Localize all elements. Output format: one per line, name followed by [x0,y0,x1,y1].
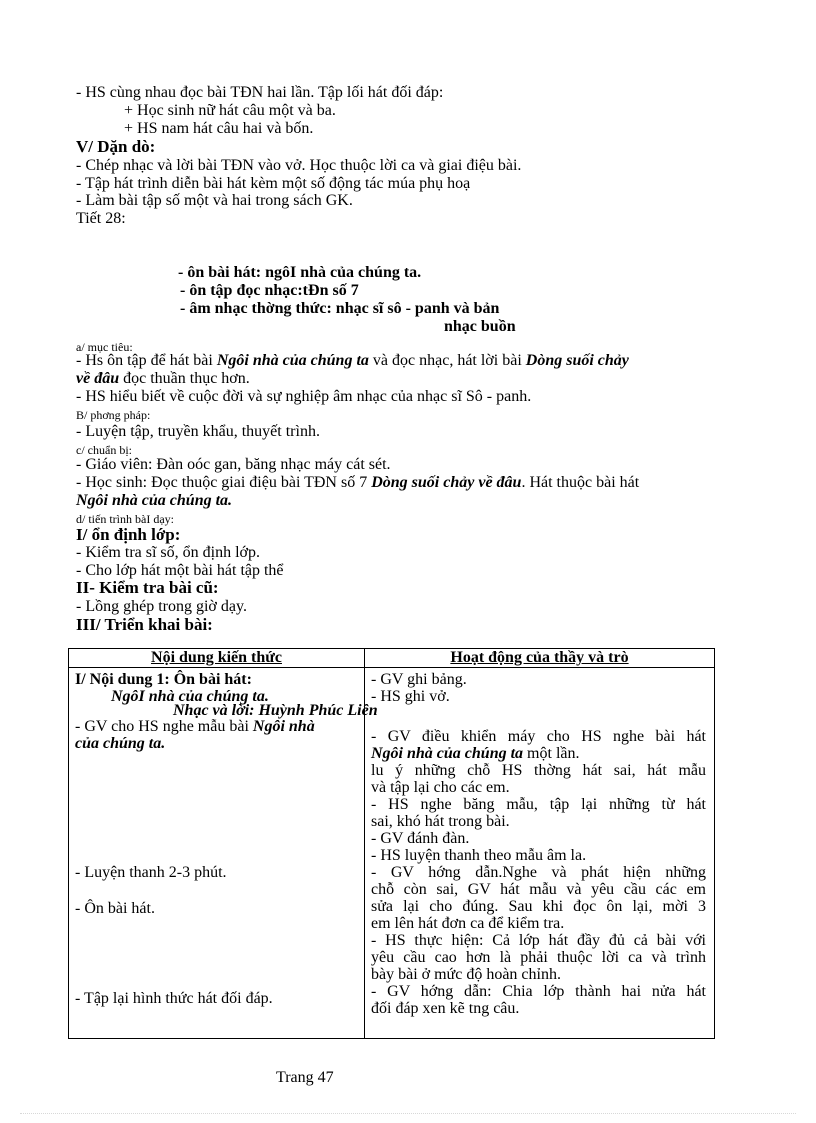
text-line: chỗ còn sai, GV hát mẫu và yêu cầu các em [371,881,706,898]
text-line: - Luyện thanh 2-3 phút. [75,864,227,881]
text-line: - Học sinh: Đọc thuộc giai điệu bài TĐN số 7 Dòng suối chảy về đâu. Hát thuộc bài hát [76,474,640,491]
lesson-number: Tiết 28: [76,210,126,227]
lesson-topic: - ôn bài hát: ngôI nhà của chúng ta. [178,264,422,281]
text-line: - Ôn bài hát. [75,900,155,917]
text-line: - Kiểm tra sĩ số, ổn định lớp. [76,544,260,561]
text-line: - HS luyện thanh theo mẫu âm la. [371,847,587,864]
text-line: - Cho lớp hát một bài hát tập thể [76,562,284,579]
activity-cell [365,668,715,1039]
text-line: - GV ghi bảng. [371,671,467,688]
text-line: đối đáp xen kẽ tng câu. [371,1000,520,1017]
section-label: a/ mục tiêu: [76,340,133,354]
text-line: - HS nghe băng mẫu, tập lại những từ hát [371,796,706,813]
text-line: - Tập hát trình diễn bài hát kèm một số động tác múa phụ hoạ [76,175,471,192]
text-line: - Chép nhạc và lời bài TĐN vào vở. Học thuộc lời ca và giai điệu bài. [76,157,522,174]
text-line: - GV hớng dẫn: Chia lớp thành hai nửa hát [371,983,706,1000]
section-heading: III/ Triển khai bài: [76,615,213,634]
text-line: của chúng ta. [75,735,166,752]
section-heading: V/ Dặn dò: [76,137,156,156]
text-line: - GV đánh đàn. [371,830,470,847]
text-line: - Lồng ghép trong giờ dạy. [76,598,247,615]
song-author: Nhạc và lời: Huỳnh Phúc Liên [173,702,378,719]
text-line: + HS nam hát câu hai và bốn. [124,120,314,137]
content-cell [69,668,378,1039]
lesson-topic: nhạc buồn [444,318,516,335]
section-heading: I/ ổn định lớp: [76,525,181,544]
text-line: - Giáo viên: Đàn oóc gan, băng nhạc máy cát sét. [76,456,391,473]
column-header: Nội dung kiến thức [69,649,365,668]
text-line: sai, khó hát trong bài. [371,813,510,830]
text-line: sửa lại cho đúng. Sau khi đọc ôn lại, mời 3 [371,898,706,915]
text-line: về đâu đọc thuần thục hơn. [76,370,250,387]
text-line: và tập lại cho các em. [371,779,510,796]
section-label: B/ phơng pháp: [76,408,151,422]
lesson-topic: - ôn tập đọc nhạc:tĐn số 7 [180,282,359,299]
text-line: Ngôi nhà của chúng ta. [76,492,233,509]
section-label: c/ chuẩn bị: [76,443,132,457]
section-label: d/ tiến trình bàI dạy: [76,512,174,526]
text-line: Ngôi nhà của chúng ta một lần. [371,745,580,762]
text-line: - Làm bài tập số một và hai trong sách GK. [76,192,353,209]
text-line: lu ý những chỗ HS thờng hát sai, hát mẫu [371,762,706,779]
text-line: - GV điều khiển máy cho HS nghe bài hát [371,728,706,745]
column-header: Hoạt động của thầy và trò [365,649,715,668]
text-line: - Luyện tập, truyền khẩu, thuyết trình. [76,423,320,440]
text-line: + Học sinh nữ hát câu một và ba. [124,102,336,119]
text-line: yêu cầu cao hơn là phải thuộc lời ca và trình [371,949,706,966]
text-line: - HS ghi vở. [371,688,450,705]
content-title: I/ Nội dung 1: Ôn bài hát: [75,671,252,688]
lesson-topic: - âm nhạc thờng thức: nhạc sĩ sô - panh và bản [180,300,500,317]
text-line: - HS cùng nhau đọc bài TĐN hai lần. Tập lối hát đối đáp: [76,84,444,101]
lesson-table [68,648,715,1039]
text-line: - HS hiểu biết về cuộc đời và sự nghiệp âm nhạc của nhạc sĩ Sô - panh. [76,388,532,405]
text-line: - GV hớng dẫn.Nghe và phát hiện những [371,864,706,881]
text-line: - GV cho HS nghe mẫu bài Ngôi nhà [75,718,315,735]
text-line: - HS thực hiện: Cả lớp hát đầy đủ cả bài với [371,932,706,949]
section-heading: II- Kiểm tra bài cũ: [76,578,219,597]
song-title: NgôI nhà của chúng ta. [111,688,269,705]
page-number: Trang 47 [276,1069,334,1086]
text-line: bày bài ở mức độ hoàn chỉnh. [371,966,561,983]
text-line: - Hs ôn tập để hát bài Ngôi nhà của chúng ta và đọc nhạc, hát lời bài Dòng suối chảy [76,352,629,369]
text-line: em lên hát đơn ca để kiểm tra. [371,915,565,932]
text-line: - Tập lại hình thức hát đối đáp. [75,990,273,1007]
page-divider [20,1113,796,1114]
